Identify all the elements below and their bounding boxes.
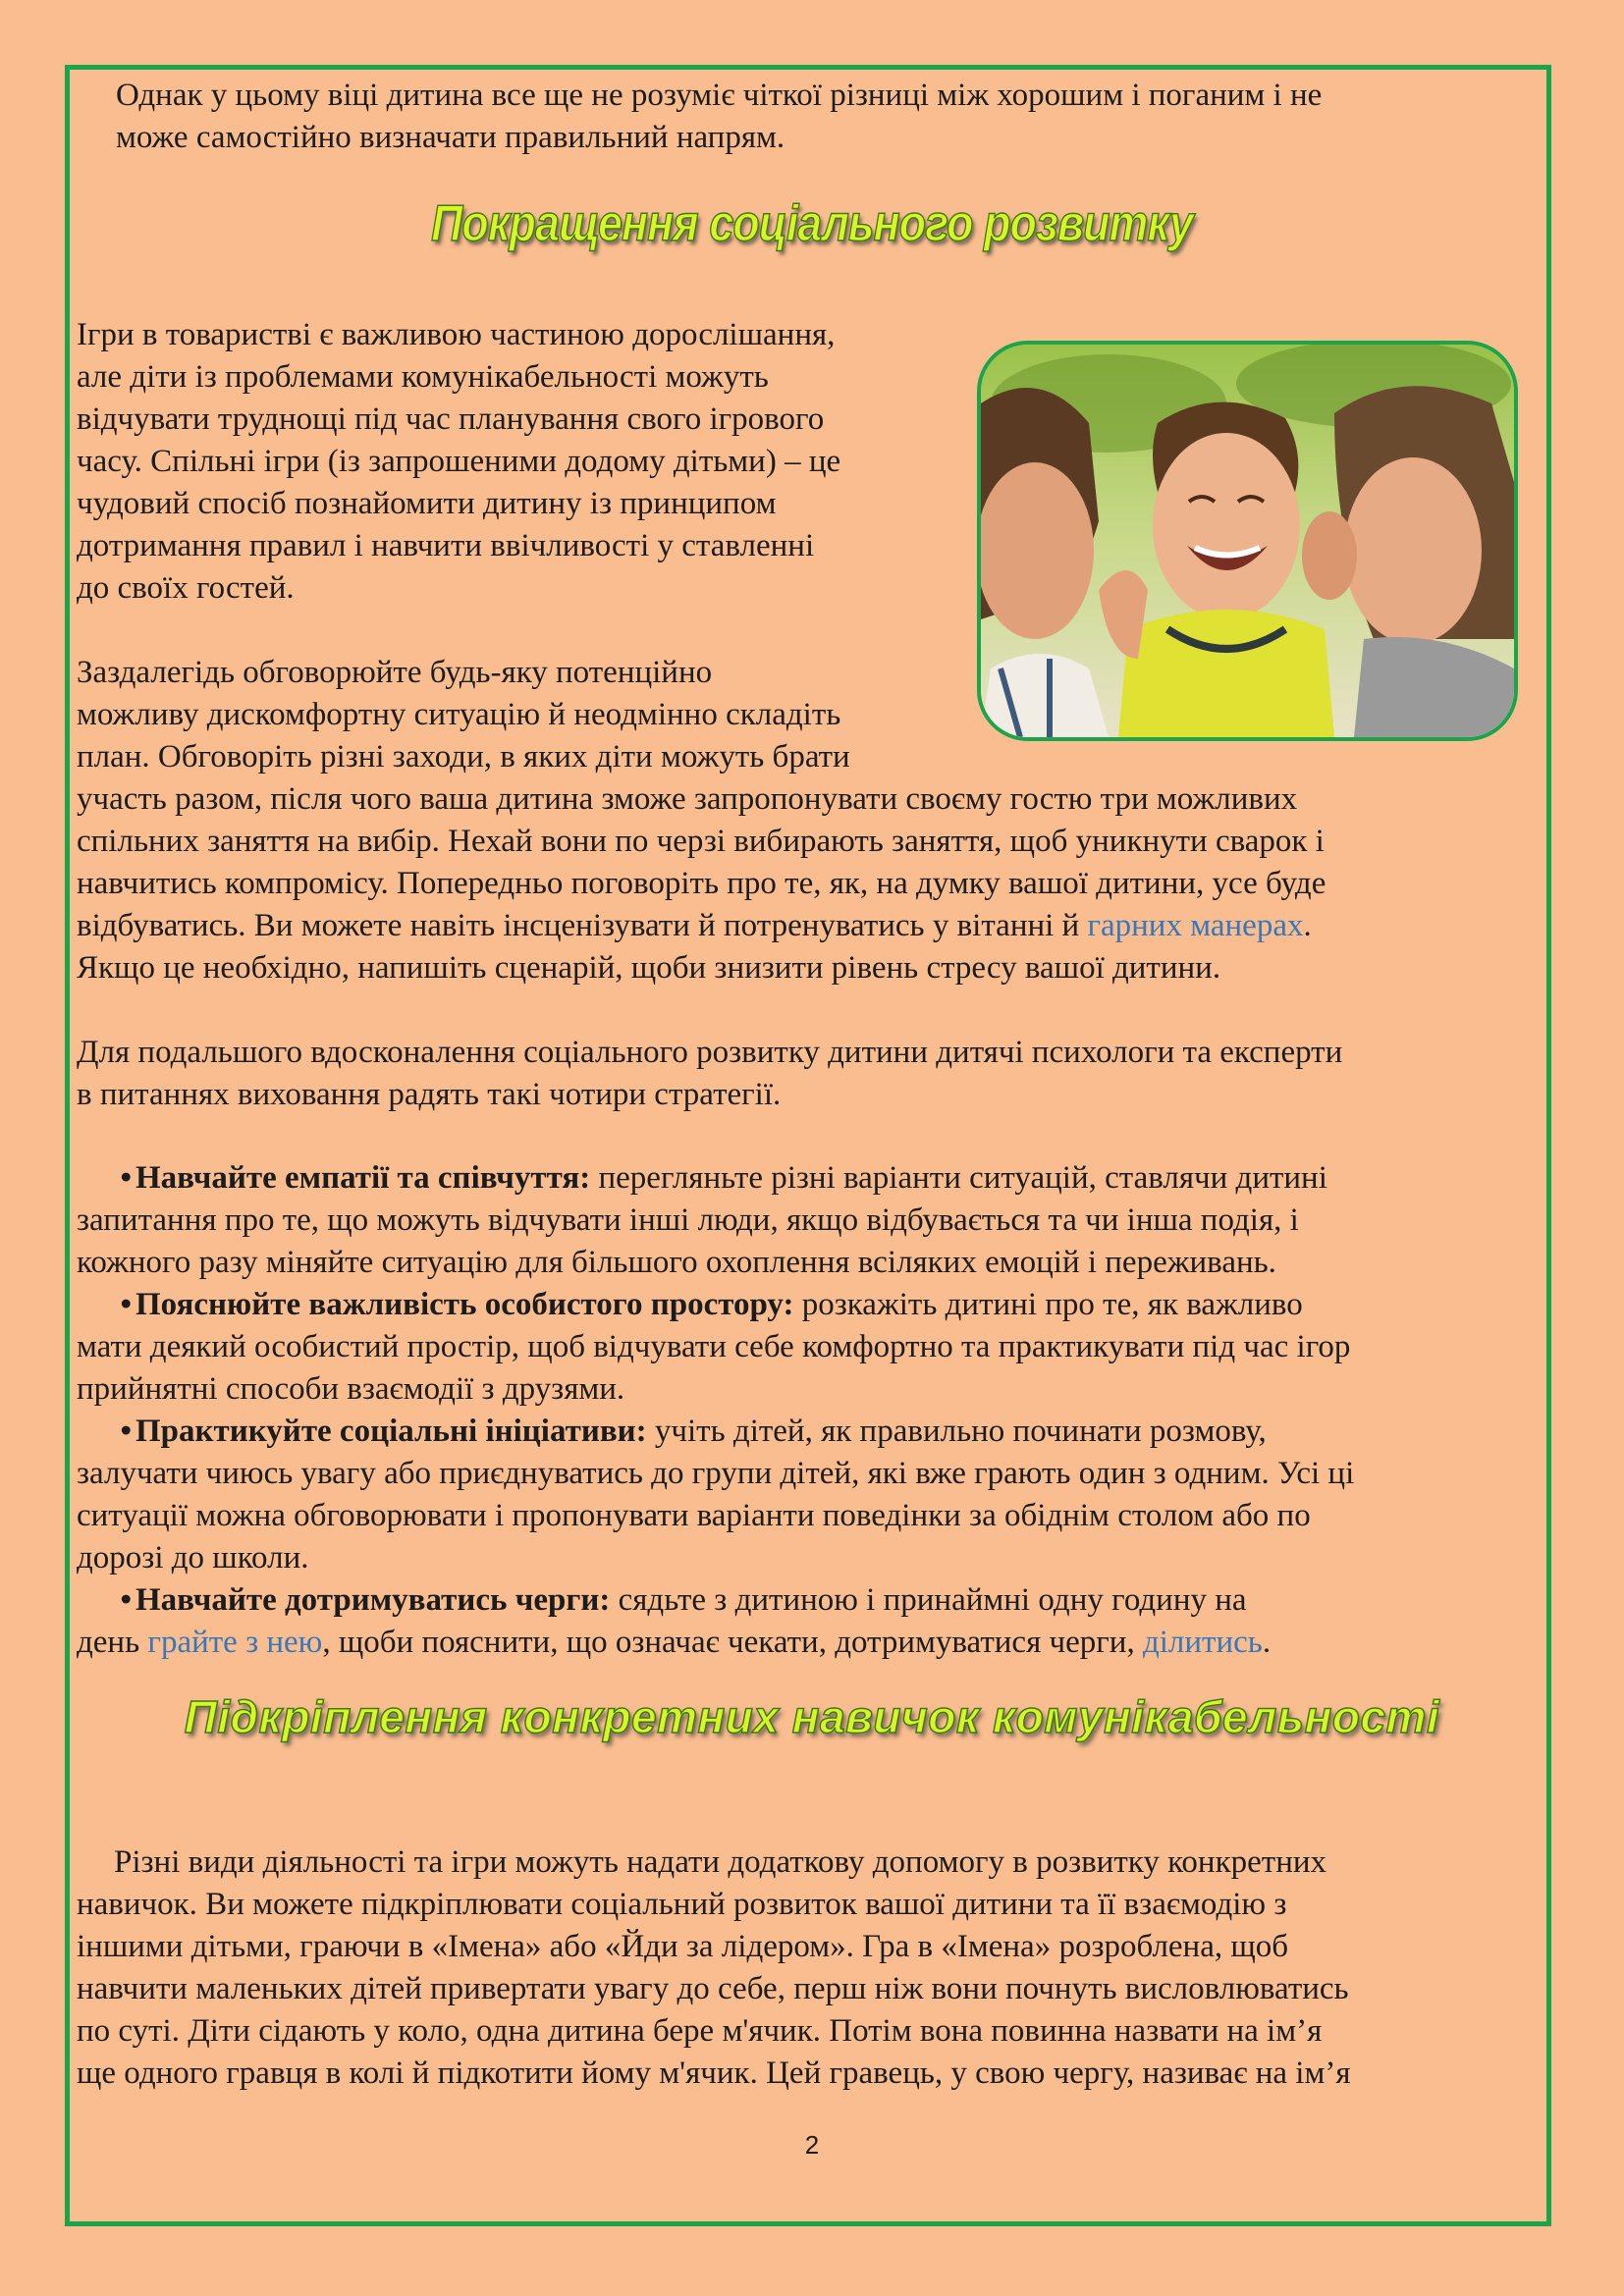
intro-line: може самостійно визначати правильний напрям. bbox=[116, 120, 785, 155]
text-line: часу. Спільні ігри (із запрошеними додому дітьми) – це bbox=[77, 444, 841, 479]
list-item bbox=[77, 1284, 1549, 1411]
list-item bbox=[77, 1579, 1549, 1664]
text-line: залучати чиюсь увагу або приєднуватись до групи дітей, які вже грають один з одним. Усі ці bbox=[77, 1456, 1355, 1491]
text-line: але діти із проблемами комунікабельності можуть bbox=[77, 359, 769, 395]
text-line: Для подальшого вдосконалення соціального розвитку дитини дитячі психологи та експерти bbox=[77, 1035, 1343, 1070]
list-item bbox=[77, 1157, 1549, 1284]
games-paragraph bbox=[77, 314, 960, 610]
text-line: дорозі до школи. bbox=[77, 1540, 309, 1575]
intro-paragraph bbox=[116, 75, 1530, 159]
text-line: іншими дітьми, граючи в «Імена» або «Йди за лідером». Гра в «Імена» розроблена, щоб bbox=[77, 1929, 1289, 1964]
list-item-title: Практикуйте соціальні ініціативи: bbox=[135, 1414, 647, 1449]
text-line: план. Обговоріть різні заходи, в яких діти можуть брати bbox=[77, 739, 850, 774]
bullet-marker: • bbox=[120, 1160, 132, 1196]
play-with-her-link[interactable]: грайте з нею bbox=[147, 1625, 323, 1660]
text-line: розкажіть дитині про те, як важливо bbox=[793, 1287, 1303, 1322]
activities-paragraph bbox=[77, 1842, 1549, 2095]
text-line: . bbox=[1303, 908, 1312, 943]
text-line: по суті. Діти сідають у коло, одна дитина бере м'ячик. Потім вона повинна назвати на ім’я bbox=[77, 2013, 1323, 2049]
text-line: день bbox=[77, 1625, 148, 1660]
text-line: перегляньте різні варіанти ситуацій, ставлячи дитині bbox=[590, 1160, 1327, 1196]
text-line: відчувати труднощі під час планування свого ігрового bbox=[77, 401, 825, 437]
text-line: відбуватись. Ви можете навіть інсценізувати й потренуватись у вітанні й bbox=[77, 908, 1088, 943]
text-line: прийнятні способи взаємодії з друзями. bbox=[77, 1371, 625, 1407]
text-line: дотримання правил і навчити ввічливості у ставленні bbox=[77, 528, 815, 563]
text-line: можливу дискомфортну ситуацію й неодмінно складіть bbox=[77, 697, 841, 732]
text-line: навичок. Ви можете підкріплювати соціальний розвиток вашої дитини та її взаємодію з bbox=[77, 1887, 1287, 1922]
text-line: Якщо це необхідно, напишіть сценарій, щоби знизити рівень стресу вашої дитини. bbox=[77, 950, 1221, 986]
bullet-marker: • bbox=[120, 1414, 132, 1449]
text-line: ситуації можна обговорювати і пропонувати варіанти поведінки за обіднім столом або по bbox=[77, 1498, 1311, 1533]
text-line: Ігри в товаристві є важливою частиною дорослішання, bbox=[77, 317, 836, 352]
good-manners-link[interactable]: гарних манерах bbox=[1087, 908, 1304, 943]
text-line: спільних заняття на вибір. Нехай вони по черзі вибирають заняття, щоб уникнути сварок і bbox=[77, 824, 1325, 859]
intro-line: Однак у цьому віці дитина все ще не розуміє чіткої різниці між хорошим і поганим і не bbox=[116, 78, 1323, 113]
text-line: ще одного гравця в колі й підкотити йому м'ячик. Цей гравець, у свою чергу, називає на ім’я bbox=[77, 2056, 1351, 2091]
strategies-list bbox=[77, 1157, 1549, 1664]
text-line: навчитись компромісу. Попередньо поговоріть про те, як, на думку вашої дитини, усе буде bbox=[77, 866, 1326, 901]
bullet-marker: • bbox=[120, 1287, 132, 1322]
text-line: . bbox=[1262, 1625, 1272, 1660]
text-line: до своїх гостей. bbox=[77, 570, 295, 606]
planning-paragraph bbox=[77, 652, 1549, 989]
text-line: Заздалегідь обговорюйте будь-яку потенційно bbox=[77, 655, 713, 690]
text-line: участь разом, після чого ваша дитина зможе запропонувати своєму гостю три можливих bbox=[77, 781, 1298, 817]
section-heading-social-development: Покращення соціального розвитку bbox=[431, 195, 1193, 252]
strategies-intro-paragraph bbox=[77, 1032, 1549, 1116]
text-line: мати деякий особистий простір, щоб відчувати себе комфортно та практикувати під час ігор bbox=[77, 1329, 1351, 1364]
text-line: в питаннях виховання радять такі чотири стратегії. bbox=[77, 1077, 782, 1112]
text-line: чудовий спосіб познайомити дитину із принципом bbox=[77, 486, 777, 521]
share-link[interactable]: ділитись bbox=[1142, 1625, 1263, 1660]
text-line: Різні види діяльності та ігри можуть надати додаткову допомогу в розвитку конкретних bbox=[114, 1844, 1327, 1880]
text-line: , щоби пояснити, що означає чекати, дотримуватися черги, bbox=[322, 1625, 1143, 1660]
text-line: кожного разу міняйте ситуацію для більшого охоплення всіляких емоцій і переживань. bbox=[77, 1245, 1276, 1280]
list-item-title: Навчайте дотримуватись черги: bbox=[135, 1582, 611, 1618]
list-item-title: Навчайте емпатії та співчуття: bbox=[135, 1160, 591, 1196]
section-heading-communication-skills: Підкріплення конкретних навичок комунікабельності bbox=[184, 1691, 1440, 1742]
text-line: запитання про те, що можуть відчувати інші люди, якщо відбувається та чи інша подія, і bbox=[77, 1202, 1299, 1238]
list-item bbox=[77, 1411, 1549, 1579]
text-line: сядьте з дитиною і принаймні одну годину на bbox=[610, 1582, 1247, 1618]
text-line: учіть дітей, як правильно починати розмову, bbox=[646, 1414, 1267, 1449]
list-item-title: Пояснюйте важливість особистого простору: bbox=[135, 1287, 794, 1322]
page-number: 2 bbox=[804, 2130, 820, 2160]
text-line: навчити маленьких дітей привертати увагу до себе, перш ніж вони почнуть висловлюватись bbox=[77, 1971, 1349, 2006]
bullet-marker: • bbox=[120, 1582, 132, 1618]
